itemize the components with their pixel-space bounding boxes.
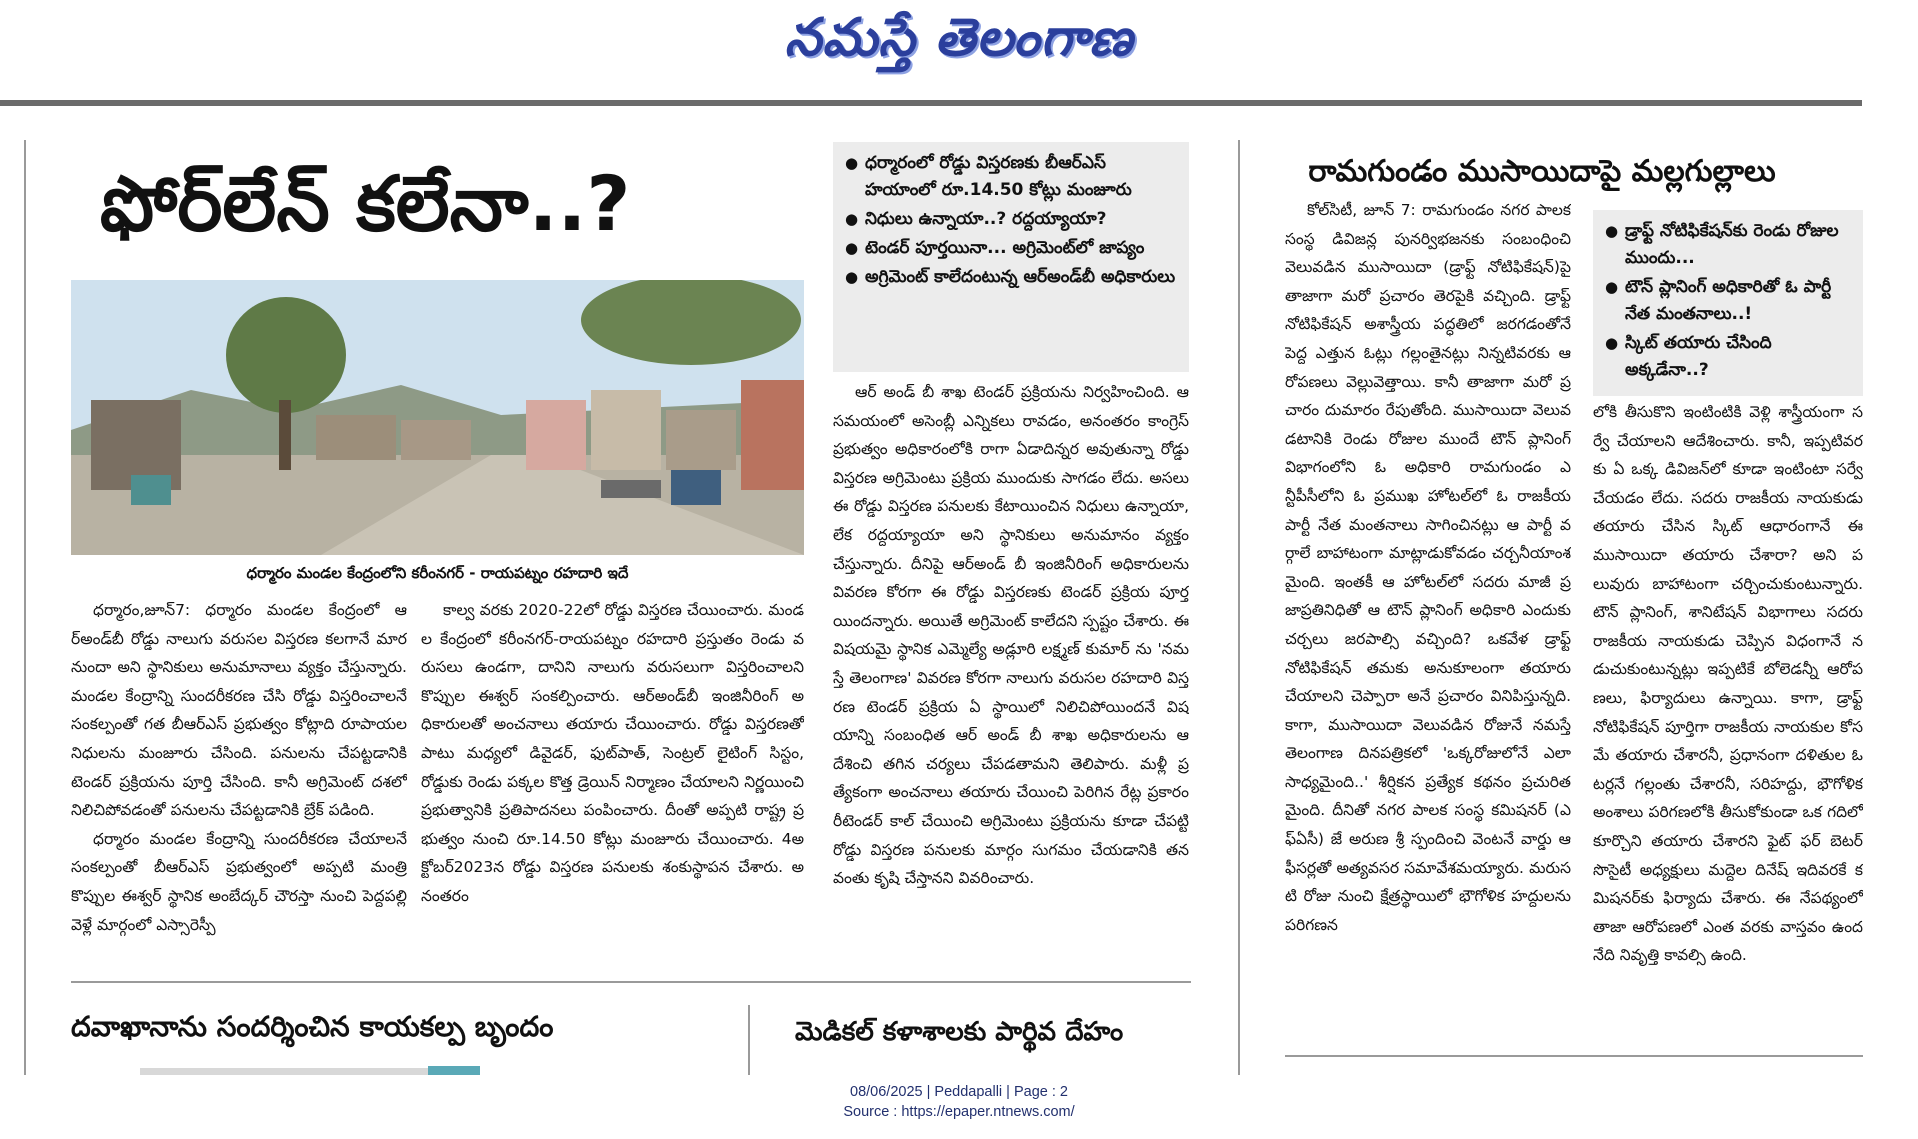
story1-photo-caption: ధర్మారం మండల కేంద్రంలోని కరీంనగర్ - రాయపట్నం రహదారి ఇదే [246, 564, 629, 582]
story2-highlights-box [1593, 210, 1863, 396]
story2-headline: రామగుండం ముసాయిదాపై మల్లగుల్లాలు [1308, 154, 1776, 189]
bottom-photo-accent [428, 1066, 480, 1075]
story1-bottom-rule [71, 981, 1191, 983]
footer-date-edition: 08/06/2025 | Peddapalli | Page : 2 [850, 1084, 1068, 1100]
section-divider [1238, 140, 1240, 1075]
story1-column-2 [421, 596, 804, 980]
paragraph: ధర్మారం మండల కేంద్రాన్ని సుందరీకరణ చేయాలనే సంకల్పంతో బీఆర్ఎస్ ప్రభుత్వంలో అప్పటి మంత్రి కొప్పుల ఈశ్వర్ స్థానిక అంబేద్కర్ చౌరస్తా నుంచి పెద్దపల్లి వెళ్లే మార్గంలో ఎస్సారెస్పీ [71, 829, 407, 934]
bottom-middle-headline: మెడికల్ కళాశాలకు పార్థివ దేహం [795, 1017, 1124, 1047]
masthead-rule [0, 100, 1862, 106]
story2-column-2 [1593, 398, 1863, 1051]
story2-bottom-rule [1285, 1055, 1863, 1057]
paragraph: ధర్మారం,జూన్7: ధర్మారం మండల కేంద్రంలో ఆర్అండ్‌బీ రోడ్డు నాలుగు వరుసల విస్తరణ కలగానే మారనుందా అని స్థానికులు అనుమానాలు వ్యక్తం చేస్తున్నారు. మండల కేంద్రాన్ని సుందరీకరణ చేసి రోడ్డు విస్తరించాలనే సంకల్పంతో గత బీఆర్ఎస్ ప్రభుత్వం కోట్లాది రూపాయల నిధులను మంజూరు చేసింది. పనులను చేపట్టడానికి టెండర్ ప్రక్రియను పూర్తి చేసింది. కానీ అగ్రిమెంట్ దశలో నిలిచిపోవడంతో పనులను చేపట్టడానికి బ్రేక్ పడింది. [71, 601, 407, 820]
bottom-divider [748, 1005, 750, 1075]
bottom-left-headline: దవాఖానాను సందర్శించిన కాయకల్ప బృందం [71, 1010, 554, 1043]
story1-column-3 [833, 378, 1189, 980]
page-left-rule [24, 140, 26, 1075]
paragraph: లోకి తీసుకొని ఇంటింటికి వెళ్లి శాస్త్రీయంగా సర్వే చేయాలని ఆదేశించారు. కానీ, ఇప్పటివరకు ఏ ఒక్క డివిజన్‌లో కూడా ఇంటింటా సర్వే చేయడం లేదు. సదరు రాజకీయ నాయకుడు తయారు చేసిన స్కిట్ ఆధారంగానే ఈ ముసాయిదా తయారు చేశారా? అని పలువురు బాహాటంగా చర్చించుకుంటున్నారు. టౌన్ ప్లానింగ్, శానిటేషన్ విభాగాలు సదరు రాజకీయ నాయకుడు చెప్పిన విధంగానే నడుచుకుంటున్నట్లు ఇప్పటికే బోలెడన్నీ ఆరోపణలు, ఫిర్యాదులు ఉన్నాయి. కాగా, డ్రాఫ్ట్ నోటిఫికేషన్ పూర్తిగా రాజకీయ నాయకుల కోసమే తయారు చేశారనీ, ప్రధానంగా దళితుల ఓటర్లనే గల్లంతు చేశారనీ, సరిహద్దు, భౌగోళిక అంశాలు పరిగణలోకి తీసుకోకుండా ఒక గదిలో కూర్చొని తయారు చేశారని ఫైట్ ఫర్ బెటర్ సొసైటీ అధ్యక్షులు మద్దెల దినేష్ ఇదివరకే కమిషనర్‌కు ఫిర్యాదు చేశారు. ఈ నేపథ్యంలో తాజా ఆరోపణలో ఎంత వరకు వాస్తవం ఉందనేది నివృత్తి కావల్సి ఉంది. [1593, 403, 1863, 965]
street-photo-illustration [71, 280, 804, 555]
story2-highlight: ● టౌన్ ప్లానింగ్ అధికారితో ఓ పార్టీ నేత మంతనాలు..! [1603, 274, 1853, 328]
masthead [0, 0, 1918, 88]
masthead-title: నమస్తే తెలంగాణ [784, 7, 1134, 68]
paragraph: కాల్వ వరకు 2020-22లో రోడ్డు విస్తరణ చేయించారు. మండల కేంద్రంలో కరీంనగర్-రాయపట్నం రహదారి ప్రస్తుతం రెండు వరుసలు ఉండగా, దానిని నాలుగు వరుసలుగా విస్తరించాలని కొప్పుల ఈశ్వర్ సంకల్పించారు. ఆర్అండ్‌బీ ఇంజినీరింగ్ అధికారులతో అంచనాలు తయారు చేయించారు. రోడ్డు విస్తరణతో పాటు మధ్యలో డివైడర్, ఫుట్‌పాత్, సెంట్రల్ లైటింగ్ సిస్టం, రోడ్డుకు రెండు పక్కల కొత్త డ్రెయిన్ నిర్మాణం చేయాలని నిర్ణయించి ప్రభుత్వానికి ప్రతిపాదనలు పంపించారు. దీంతో అప్పటి రాష్ట్ర ప్రభుత్వం నుంచి రూ.14.50 కోట్లు మంజూరు చేయించారు. 4అక్టోబర్2023న రోడ్డు విస్తరణ పనులకు శంకుస్థాపన చేశారు. అనంతరం [421, 601, 804, 905]
footer-source-link[interactable]: Source : https://epaper.ntnews.com/ [843, 1104, 1075, 1120]
story2-column-1 [1285, 196, 1571, 1051]
story1-photo [71, 280, 804, 555]
story1-highlight: ● ధర్మారంలో రోడ్డు విస్తరణకు బీఆర్ఎస్ హయాంలో రూ.14.50 కోట్లు మంజూరు [843, 150, 1179, 204]
page-footer [0, 1082, 1918, 1122]
story1-highlight: ● అగ్రిమెంట్ కాలేదంటున్న ఆర్అండ్‌బీ అధికారులు [843, 264, 1179, 291]
story1-highlights-box [833, 142, 1189, 372]
story1-highlight: ● నిధులు ఉన్నాయా..? రద్దయ్యాయా? [843, 206, 1179, 233]
story2-highlight: ● స్కిట్ తయారు చేసింది అక్కడేనా..? [1603, 330, 1853, 384]
paragraph: కోల్‌సిటీ, జూన్ 7: రామగుండం నగర పాలక సంస్థ డివిజన్ల పునర్విభజనకు సంబంధించి వెలువడిన ముసాయిదా (డ్రాఫ్ట్ నోటిఫికేషన్)పై తాజాగా మరో ప్రచారం తెరపైకి వచ్చింది. డ్రాఫ్ట్ నోటిఫికేషన్ అశాస్త్రీయ పద్ధతిలో జరగడంతోనే పెద్ద ఎత్తున ఓట్లు గల్లంతైనట్లు నిన్నటివరకు ఆరోపణలు వెల్లువెత్తాయి. కానీ తాజాగా మరో ప్రచారం దుమారం రేపుతోంది. ముసాయిదా వెలువడటానికి రెండు రోజుల ముందే టౌన్ ప్లానింగ్ విభాగంలోని ఓ అధికారి రామగుండం ఎన్టీపీసీలోని ఓ ప్రముఖ హోటల్‌లో ఓ రాజకీయ పార్టీ నేత మంతనాలు సాగించినట్లు ఆ పార్టీ వర్గాలే బాహాటంగా మాట్లాడుకోవడం చర్చనీయాంశమైంది. ఇంతకీ ఆ హోటల్‌లో సదరు మాజీ ప్రజాప్రతినిధితో ఆ టౌన్ ప్లానింగ్ అధికారి ఎందుకు చర్చలు జరపాల్సి వచ్చింది? ఒకవేళ డ్రాఫ్ట్ నోటిఫికేషన్ తమకు అనుకూలంగా తయారు చేయాలని చెప్పారా అనే ప్రచారం వినిపిస్తున్నది. కాగా, ముసాయిదా వెలువడిన రోజునే నమస్తే తెలంగాణ దినపత్రికలో 'ఒక్కరోజులోనే ఎలా సాధ్యమైంది..' శీర్షికన ప్రత్యేక కథనం ప్రచురితమైంది. దీనితో నగర పాలక సంస్థ కమిషనర్ (ఎఫ్ఏసీ) జే అరుణ శ్రీ స్పందించి వెంటనే వార్డు ఆఫీసర్లతో అత్యవసర సమావేశమయ్యారు. మరుసటి రోజు నుంచి క్షేత్రస్థాయిలో భౌగోళిక హద్దులను పరిగణన [1285, 201, 1571, 934]
story1-highlight: ● టెండర్ పూర్తయినా... అగ్రిమెంట్‌లో జాప్యం [843, 235, 1179, 262]
story1-column-1 [71, 596, 407, 980]
paragraph: ఆర్ అండ్ బీ శాఖ టెండర్ ప్రక్రియను నిర్వహించింది. ఆ సమయంలో అసెంబ్లీ ఎన్నికలు రావడం, అనంతరం కాంగ్రెస్ ప్రభుత్వం అధికారంలోకి రాగా ఏడాదిన్నర అవుతున్నా రోడ్డు విస్తరణ అగ్రిమెంటు ప్రక్రియ ముందుకు సాగడం లేదు. అసలు ఈ రోడ్డు విస్తరణ పనులకు కేటాయించిన నిధులు ఉన్నాయా, లేక రద్దయ్యాయా అని స్థానికులు అనుమానం వ్యక్తం చేస్తున్నారు. దీనిపై ఆర్అండ్ బీ ఇంజినీరింగ్ అధికారులను వివరణ కోరగా ఈ రోడ్డు విస్తరణకు టెండర్ ప్రక్రియ పూర్తయిందన్నారు. అయితే అగ్రిమెంట్ కాలేదని స్పష్టం చేశారు. ఈ విషయమై స్థానిక ఎమ్మెల్యే అడ్లూరి లక్ష్మణ్ కుమార్ ను 'నమస్తే తెలంగాణ' వివరణ కోరగా నాలుగు వరుసల రహదారి విస్తరణ టెండర్ ప్రక్రియ ఏ స్థాయిలో నిలిచిపోయిందనే విషయాన్ని సంబంధిత ఆర్ అండ్ బీ శాఖ అధికారులను ఆదేశించి తగిన చర్యలు చేపడతామని తెలిపారు. మళ్లీ ప్రత్యేకంగా అంచనాలు తయారు చేయించి పెరిగిన రేట్ల ప్రకారం రీటెండర్ కాల్ చేయించి అగ్రిమెంటు ప్రక్రియను కూడా చేపట్టి రోడ్డు విస్తరణ పనులకు మార్గం సుగమం చేయడానికి తన వంతు కృషి చేస్తానని వివరించారు. [833, 383, 1189, 888]
story1-headline: ఫోర్‌లేన్ కలేనా..? [100, 159, 631, 248]
story2-highlight: ● డ్రాఫ్ట్ నోటిఫికేషన్‌కు రెండు రోజుల ముందు... [1603, 218, 1853, 272]
